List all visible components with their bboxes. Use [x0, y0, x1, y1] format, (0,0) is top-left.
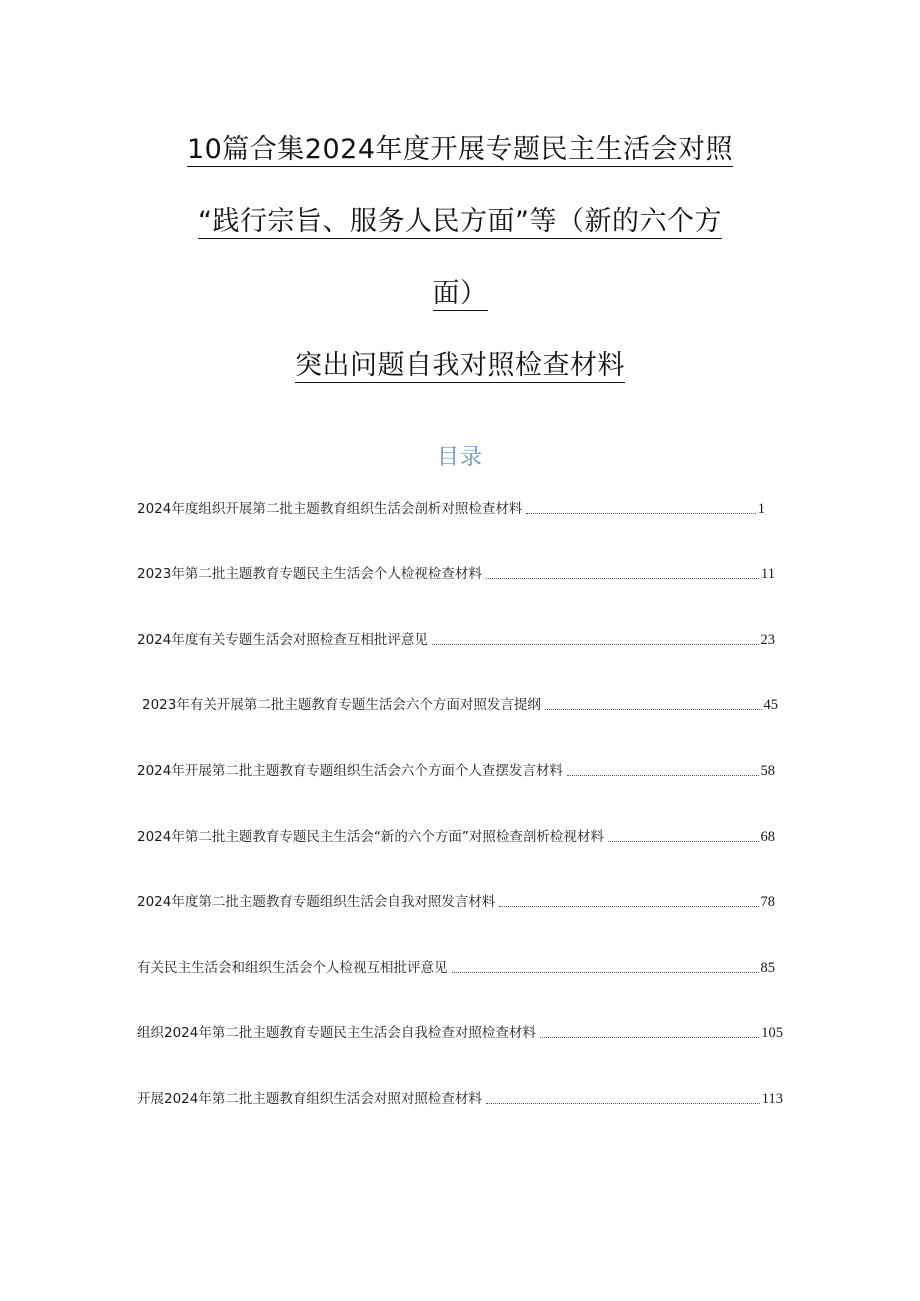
toc-entry-page: 45 [763, 697, 778, 713]
toc-entry-title: 2024年度有关专题生活会对照检查互相批评意见 [137, 632, 428, 648]
toc-entry[interactable] [137, 628, 775, 650]
toc-leader-dots [608, 841, 759, 842]
toc-leader-dots [452, 972, 759, 973]
toc-leader-dots [545, 709, 762, 710]
title-line-4: 突出问题自我对照检查材料 [295, 350, 625, 381]
toc-entry-title: 组织2024年第二批主题教育专题民主生活会自我检查对照检查材料 [137, 1025, 536, 1041]
toc-entry-page: 23 [760, 632, 775, 648]
toc-entry-page: 113 [761, 1091, 783, 1107]
toc-leader-dots [432, 644, 759, 645]
toc-entry[interactable] [137, 562, 775, 584]
toc-leader-dots [526, 513, 755, 514]
toc-entry[interactable] [137, 1021, 783, 1043]
toc-entry[interactable] [137, 825, 775, 847]
toc-leader-dots [486, 578, 759, 579]
toc-entry-title: 2024年度第二批主题教育专题组织生活会自我对照发言材料 [137, 894, 496, 910]
toc-entry[interactable] [137, 956, 775, 978]
toc-entry-page: 11 [761, 566, 775, 582]
toc-entry-title: 开展2024年第二批主题教育组织生活会对照对照检查材料 [137, 1091, 482, 1107]
toc-entry-title: 2024年度组织开展第二批主题教育组织生活会剖析对照检查材料 [137, 501, 523, 517]
toc-entry-title: 2024年第二批主题教育专题民主生活会“新的六个方面”对照检查剖析检视材料 [137, 829, 604, 845]
toc-entry-page: 78 [760, 894, 775, 910]
toc-entry[interactable] [142, 693, 778, 715]
toc-entry-title: 2023年第二批主题教育专题民主生活会个人检视检查材料 [137, 566, 482, 582]
toc-entry[interactable] [137, 890, 775, 912]
toc-leader-dots [486, 1103, 760, 1104]
toc-entry[interactable] [137, 759, 775, 781]
toc-heading: 目录 [436, 445, 483, 470]
toc-entry-page: 58 [760, 763, 775, 779]
toc-leader-dots [567, 775, 759, 776]
toc-entry-title: 2023年有关开展第二批主题教育专题生活会六个方面对照发言提纲 [142, 697, 541, 713]
toc-entry[interactable] [137, 1087, 783, 1109]
toc-entry-page: 1 [757, 501, 765, 517]
toc-entry-page: 68 [760, 829, 775, 845]
toc-leader-dots [540, 1037, 759, 1038]
document-title [0, 132, 920, 384]
title-line-3: 面） [432, 278, 488, 309]
toc-entry[interactable] [137, 497, 765, 519]
toc-entry-title: 有关民主生活会和组织生活会个人检视互相批评意见 [137, 960, 448, 976]
toc-entry-page: 85 [760, 960, 775, 976]
title-line-2: “践行宗旨、服务人民方面”等（新的六个方 [198, 206, 722, 237]
toc-entry-page: 105 [761, 1025, 783, 1041]
title-line-1: 10篇合集2024年度开展专题民主生活会对照 [186, 134, 734, 165]
toc-leader-dots [499, 906, 758, 907]
toc-entry-title: 2024年开展第二批主题教育专题组织生活会六个方面个人查摆发言材料 [137, 763, 563, 779]
